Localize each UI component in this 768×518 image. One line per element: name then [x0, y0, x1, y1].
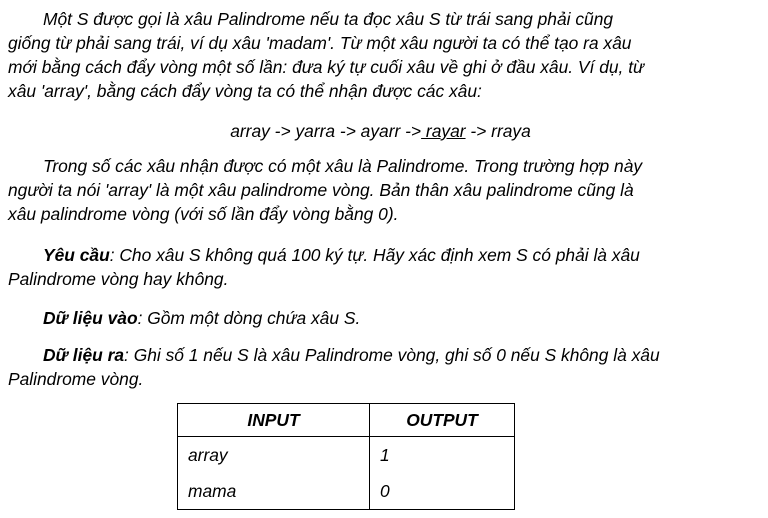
- intro-paragraph: [8, 7, 753, 103]
- requirement-paragraph: [8, 243, 753, 291]
- rotation-before: array -> yarra -> ayarr ->: [230, 121, 422, 141]
- input-spec-label: Dữ liệu vào: [43, 308, 138, 328]
- requirement-text-2: Palindrome vòng hay không.: [8, 269, 229, 289]
- output-header: OUTPUT: [370, 404, 515, 437]
- intro-line: xâu 'array', bằng cách đẩy vòng ta có thể nhận được các xâu:: [8, 81, 482, 101]
- input-spec-paragraph: [8, 306, 753, 330]
- output-value: 0: [380, 481, 390, 501]
- output-spec-label: Dữ liệu ra: [43, 345, 125, 365]
- output-spec-text: : Ghi số 1 nếu S là xâu Palindrome vòng, ghi số 0 nếu S không là xâu: [124, 345, 660, 365]
- intro-line: Một S được gọi là xâu Palindrome nếu ta đọc xâu S từ trái sang phải cũng: [43, 9, 614, 29]
- output-spec-paragraph: [8, 343, 753, 391]
- input-value: array: [188, 445, 228, 465]
- explain-line: người ta nói 'array' là một xâu palindrome vòng. Bản thân xâu palindrome cũng là: [8, 180, 634, 200]
- intro-line: mới bằng cách đẩy vòng một số lần: đưa ký tự cuối xâu về ghi ở đầu xâu. Ví dụ, từ: [8, 57, 645, 77]
- explain-paragraph: [8, 154, 753, 226]
- explain-line: xâu palindrome vòng (với số lần đẩy vòng bằng 0).: [8, 204, 399, 224]
- rotation-palindrome: rayar: [421, 121, 466, 141]
- rotation-after: -> rraya: [465, 121, 531, 141]
- requirement-text: : Cho xâu S không quá 100 ký tự. Hãy xác định xem S có phải là xâu: [109, 245, 640, 265]
- output-spec-text-2: Palindrome vòng.: [8, 369, 144, 389]
- input-header: INPUT: [178, 404, 370, 437]
- input-value: mama: [188, 481, 237, 501]
- example-table: [177, 403, 515, 510]
- output-value: 1: [380, 445, 390, 465]
- input-cell: [178, 437, 370, 510]
- explain-line: Trong số các xâu nhận được có một xâu là Palindrome. Trong trường hợp này: [43, 156, 643, 176]
- output-cell: [370, 437, 515, 510]
- intro-line: giống từ phải sang trái, ví dụ xâu 'madam'. Từ một xâu người ta có thể tạo ra xâu: [8, 33, 632, 53]
- rotation-example: [8, 119, 753, 143]
- input-spec-text: : Gồm một dòng chứa xâu S.: [137, 308, 361, 328]
- requirement-label: Yêu cầu: [43, 245, 110, 265]
